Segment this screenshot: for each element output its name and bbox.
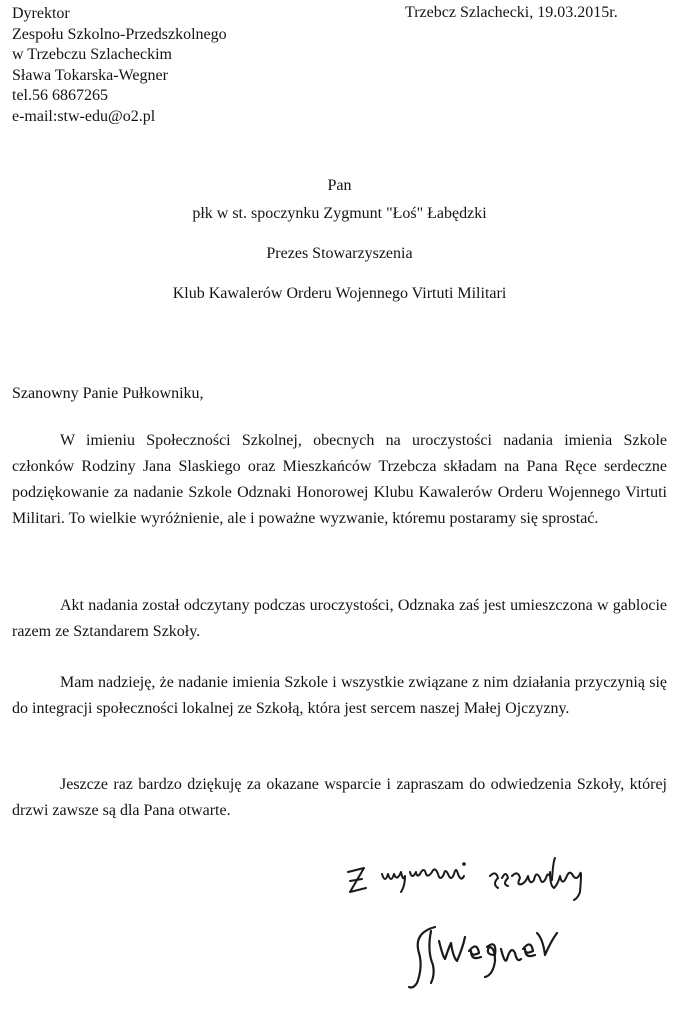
handwritten-signature [405, 915, 585, 995]
handwritten-signature-drawing [405, 915, 585, 995]
sender-institution: Zespołu Szkolno-Przedszkolnego [12, 25, 227, 43]
date-line: Trzebcz Szlachecki, 19.03.2015r. [405, 4, 618, 21]
greeting: Szanowny Panie Pułkowniku, [12, 385, 204, 402]
recipient-name: płk w st. spoczynku Zygmunt "Łoś" Łabędzki [192, 205, 487, 222]
sender-title: Dyrektor [12, 5, 70, 22]
recipient-title: Pan [327, 177, 352, 194]
sender-email: e-mail:stw-edu@o2.pl [12, 107, 156, 125]
handwritten-closing [340, 850, 660, 910]
sender-phone: tel.56 6867265 [12, 87, 108, 104]
sender-name: Sława Tokarska-Wegner [12, 66, 168, 84]
body-paragraph-1: W imieniu Społeczności Szkolnej, obecnych na uroczystości nadania imienia Szkole członków Rodziny Jana Slaskiego oraz Mieszkańców Trzebcza składam na Pana Ręce serdeczne podziękowanie za nadanie Szkole Odznaki Honorowej Klubu Kawalerów Orderu Wojennego Virtuti Militari. To wielkie wyróżnienie, ale i poważne wyzwanie, któremu postaramy się sprostać. [12, 432, 667, 527]
handwritten-closing-drawing [340, 850, 660, 910]
body-paragraph-3: Mam nadzieję, że nadanie imienia Szkole i wszystkie związane z nim działania przyczynią się do integracji społeczności lokalnej ze Szkołą, która jest sercem naszej Małej Ojczyzny. [12, 674, 667, 717]
body-paragraph-2: Akt nadania został odczytany podczas uroczystości, Odznaka zaś jest umieszczona w gablocie razem ze Sztandarem Szkoły. [12, 597, 667, 640]
body-paragraph-4: Jeszcze raz bardzo dziękuję za okazane wsparcie i zapraszam do odwiedzenia Szkoły, której drzwi zawsze są dla Pana otwarte. [12, 776, 667, 819]
recipient-organization: Klub Kawalerów Orderu Wojennego Virtuti Militari [172, 285, 507, 302]
sender-block [12, 4, 227, 127]
recipient-position: Prezes Stowarzyszenia [266, 245, 413, 262]
sender-location: w Trzebczu Szlacheckim [12, 46, 172, 63]
